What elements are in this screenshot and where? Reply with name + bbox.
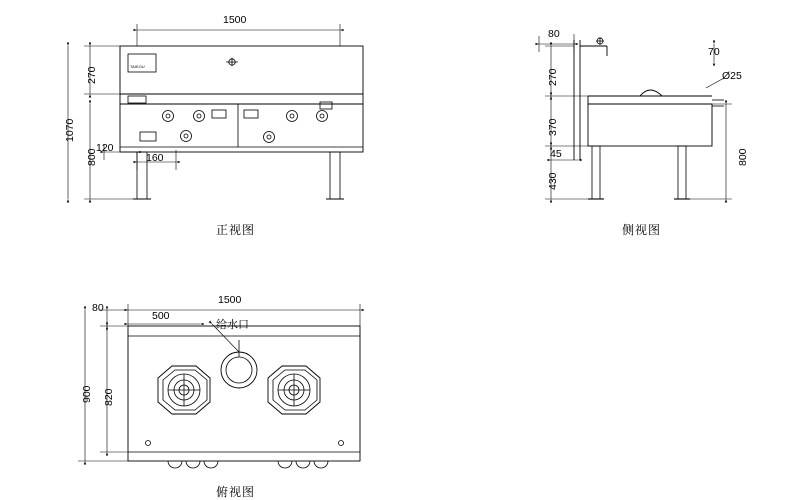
top-dim-overall-width: 1500: [218, 294, 242, 306]
side-view-caption: 侧视图: [622, 223, 662, 237]
side-view-dimensions: [539, 34, 732, 199]
front-brand-text: TAIKOU: [130, 64, 145, 69]
top-dim-inlet-offset: 500: [152, 310, 170, 322]
side-dim-back-guard-height: 270: [547, 68, 559, 86]
top-dim-front-offset: 80: [92, 302, 104, 314]
side-view-geometry: [574, 37, 724, 199]
burner-left: [158, 366, 210, 414]
top-dim-inner-depth: 820: [103, 388, 115, 406]
front-dim-back-guard-height: 270: [86, 66, 98, 84]
front-dim-body-height: 800: [86, 148, 98, 166]
burner-right: [268, 366, 320, 414]
water-inlet-label: 给水口: [216, 319, 249, 331]
front-dim-leg-spacing: 160: [146, 152, 164, 164]
top-view-caption: 俯视图: [216, 485, 256, 499]
front-view-dimensions: [68, 24, 340, 199]
side-dim-body-depth-upper: 370: [547, 118, 559, 136]
side-dim-base-offset: 45: [550, 148, 562, 160]
top-view-knobs: [168, 461, 328, 468]
top-view-geometry: [128, 326, 360, 468]
side-dim-pipe-diameter: Ø25: [722, 70, 742, 82]
side-dim-overall-height: 800: [737, 148, 749, 166]
top-dim-overall-depth: 900: [81, 385, 93, 403]
front-view-geometry: [120, 46, 363, 199]
front-view-caption: 正视图: [216, 223, 256, 237]
side-dim-faucet-offset: 80: [548, 28, 560, 40]
front-dim-overall-width: 1500: [223, 14, 247, 26]
side-dim-faucet-spout: 70: [708, 46, 720, 58]
front-dim-overall-height: 1070: [64, 118, 76, 142]
side-dim-lower-height: 430: [547, 172, 559, 190]
front-dim-leg-offset: 120: [96, 142, 114, 154]
